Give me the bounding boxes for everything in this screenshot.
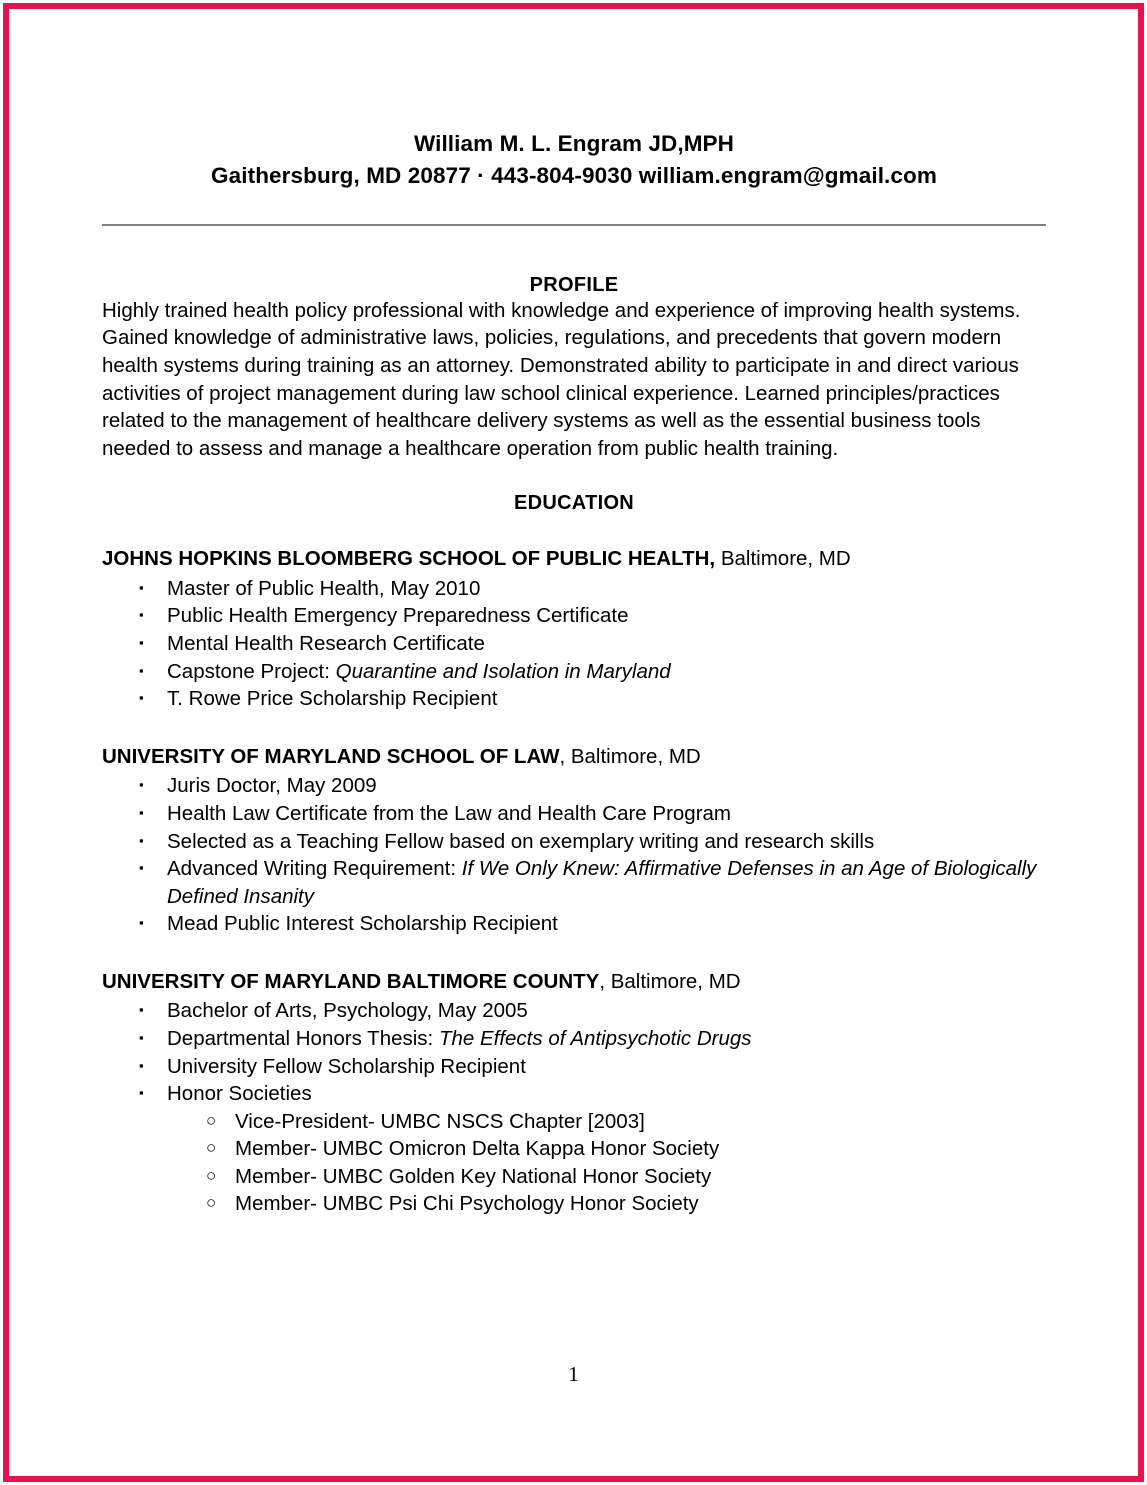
education-entry-umbc <box>102 968 1046 1218</box>
bullet-square-icon: ▪ <box>139 635 144 651</box>
spacer-between-entries-1 <box>102 713 1046 743</box>
list-item <box>102 1190 1046 1218</box>
spacer-between-entries-2 <box>102 938 1046 968</box>
education-bullet-list <box>102 997 1046 1107</box>
education-bullet-list <box>102 772 1046 937</box>
section-education <box>102 492 1046 1218</box>
education-entry-jhsph <box>102 545 1046 712</box>
education-school-name: UNIVERSITY OF MARYLAND SCHOOL OF LAW <box>102 744 560 768</box>
list-item-italic-title: The Effects of Antipsychotic Drugs <box>438 1027 752 1051</box>
page-number: 1 <box>568 1362 579 1386</box>
list-item <box>102 828 1046 856</box>
list-item-text: Selected as a Teaching Fellow based on exemplary writing and research skills <box>167 829 875 853</box>
list-item <box>102 685 1046 713</box>
list-item-text: Member- UMBC Psi Chi Psychology Honor Society <box>235 1192 699 1216</box>
list-item <box>102 1080 1046 1108</box>
list-item-text: Mead Public Interest Scholarship Recipient <box>167 912 558 936</box>
list-item-text: Departmental Honors Thesis: <box>167 1027 439 1051</box>
list-item <box>102 1025 1046 1053</box>
list-item-text: Capstone Project: <box>167 659 336 683</box>
list-item <box>102 1163 1046 1191</box>
spacer-after-profile <box>102 462 1046 492</box>
list-item <box>102 910 1046 938</box>
list-item-text: Health Law Certificate from the Law and Health Care Program <box>167 801 732 825</box>
bullet-circle-icon: ○ <box>206 1138 217 1158</box>
list-item <box>102 602 1046 630</box>
bullet-square-icon: ▪ <box>139 1057 144 1073</box>
list-item <box>102 575 1046 603</box>
list-item-text: Vice-President- UMBC NSCS Chapter [2003] <box>235 1109 645 1133</box>
spacer-after-education-heading <box>102 515 1046 545</box>
list-item <box>102 658 1046 686</box>
list-item-text: Advanced Writing Requirement: <box>167 857 462 881</box>
bullet-square-icon: ▪ <box>139 662 144 678</box>
education-bullet-list <box>102 575 1046 713</box>
list-item-italic-title: If We Only Knew: Affirmative Defenses in an Age of Biologically Defined Insanity <box>167 857 1037 908</box>
list-item-text: Public Health Emergency Preparedness Certificate <box>167 604 629 628</box>
education-school-name: UNIVERSITY OF MARYLAND BALTIMORE COUNTY <box>102 969 600 993</box>
section-profile <box>102 274 1046 462</box>
spacer-after-header <box>102 226 1046 274</box>
candidate-name: William M. L. Engram JD,MPH <box>413 131 735 156</box>
list-item-italic-title: Quarantine and Isolation in Maryland <box>335 659 671 683</box>
bullet-square-icon: ▪ <box>139 832 144 848</box>
resume-header <box>102 128 1046 192</box>
list-item <box>102 1135 1046 1163</box>
bullet-square-icon: ▪ <box>139 1085 144 1101</box>
list-item-text: Bachelor of Arts, Psychology, May 2005 <box>167 999 528 1023</box>
bullet-square-icon: ▪ <box>139 579 144 595</box>
education-org-line <box>102 545 1046 573</box>
list-item-text: Mental Health Research Certificate <box>167 632 485 656</box>
bullet-square-icon: ▪ <box>139 1030 144 1046</box>
education-org-line <box>102 968 1046 996</box>
education-school-location: Baltimore, MD <box>715 547 851 571</box>
education-org-line <box>102 743 1046 771</box>
candidate-contact-line: Gaithersburg, MD 20877 · 443-804-9030 william.engram@gmail.com <box>211 162 937 188</box>
bullet-square-icon: ▪ <box>139 607 144 623</box>
list-item <box>102 997 1046 1025</box>
list-item-text: Member- UMBC Omicron Delta Kappa Honor Society <box>235 1137 720 1161</box>
list-item-text: Honor Societies <box>167 1082 312 1106</box>
list-item <box>102 1108 1046 1136</box>
bullet-square-icon: ▪ <box>139 804 144 820</box>
education-entry-umd-law <box>102 743 1046 938</box>
list-item <box>102 855 1046 910</box>
bullet-square-icon: ▪ <box>139 860 144 876</box>
bullet-square-icon: ▪ <box>139 915 144 931</box>
bullet-square-icon: ▪ <box>139 690 144 706</box>
list-item <box>102 1053 1046 1081</box>
bullet-square-icon: ▪ <box>139 777 144 793</box>
honor-societies-sublist <box>102 1108 1046 1218</box>
list-item-text: Master of Public Health, May 2010 <box>167 576 481 600</box>
section-title-profile: PROFILE <box>529 273 619 296</box>
education-school-location: , Baltimore, MD <box>599 969 741 993</box>
profile-paragraph: Highly trained health policy professional with knowledge and experience of improving health systems. Gained knowledge of administrative laws, policies, regulations, and precedents that govern modern health systems during training as an attorney. Demonstrated ability to participate in and direct various activities of project management during law school clinical experience. Learned principles/practices related to the management of healthcare delivery systems as well as the essential business tools needed to assess and manage a healthcare operation from public health training. <box>102 298 1021 460</box>
education-school-name: JOHNS HOPKINS BLOOMBERG SCHOOL OF PUBLIC HEALTH, <box>102 547 716 571</box>
list-item <box>102 772 1046 800</box>
bullet-circle-icon: ○ <box>206 1165 217 1185</box>
education-school-location: , Baltimore, MD <box>559 744 701 768</box>
list-item-text: Member- UMBC Golden Key National Honor Society <box>235 1164 712 1188</box>
list-item <box>102 800 1046 828</box>
list-item-text: Juris Doctor, May 2009 <box>167 774 377 798</box>
list-item-text: University Fellow Scholarship Recipient <box>167 1054 526 1078</box>
bullet-circle-icon: ○ <box>206 1110 217 1130</box>
list-item-text: T. Rowe Price Scholarship Recipient <box>167 687 498 711</box>
list-item <box>102 630 1046 658</box>
resume-content <box>102 128 1046 1218</box>
bullet-square-icon: ▪ <box>139 1002 144 1018</box>
section-title-education: EDUCATION <box>513 492 635 515</box>
bullet-circle-icon: ○ <box>206 1193 217 1213</box>
